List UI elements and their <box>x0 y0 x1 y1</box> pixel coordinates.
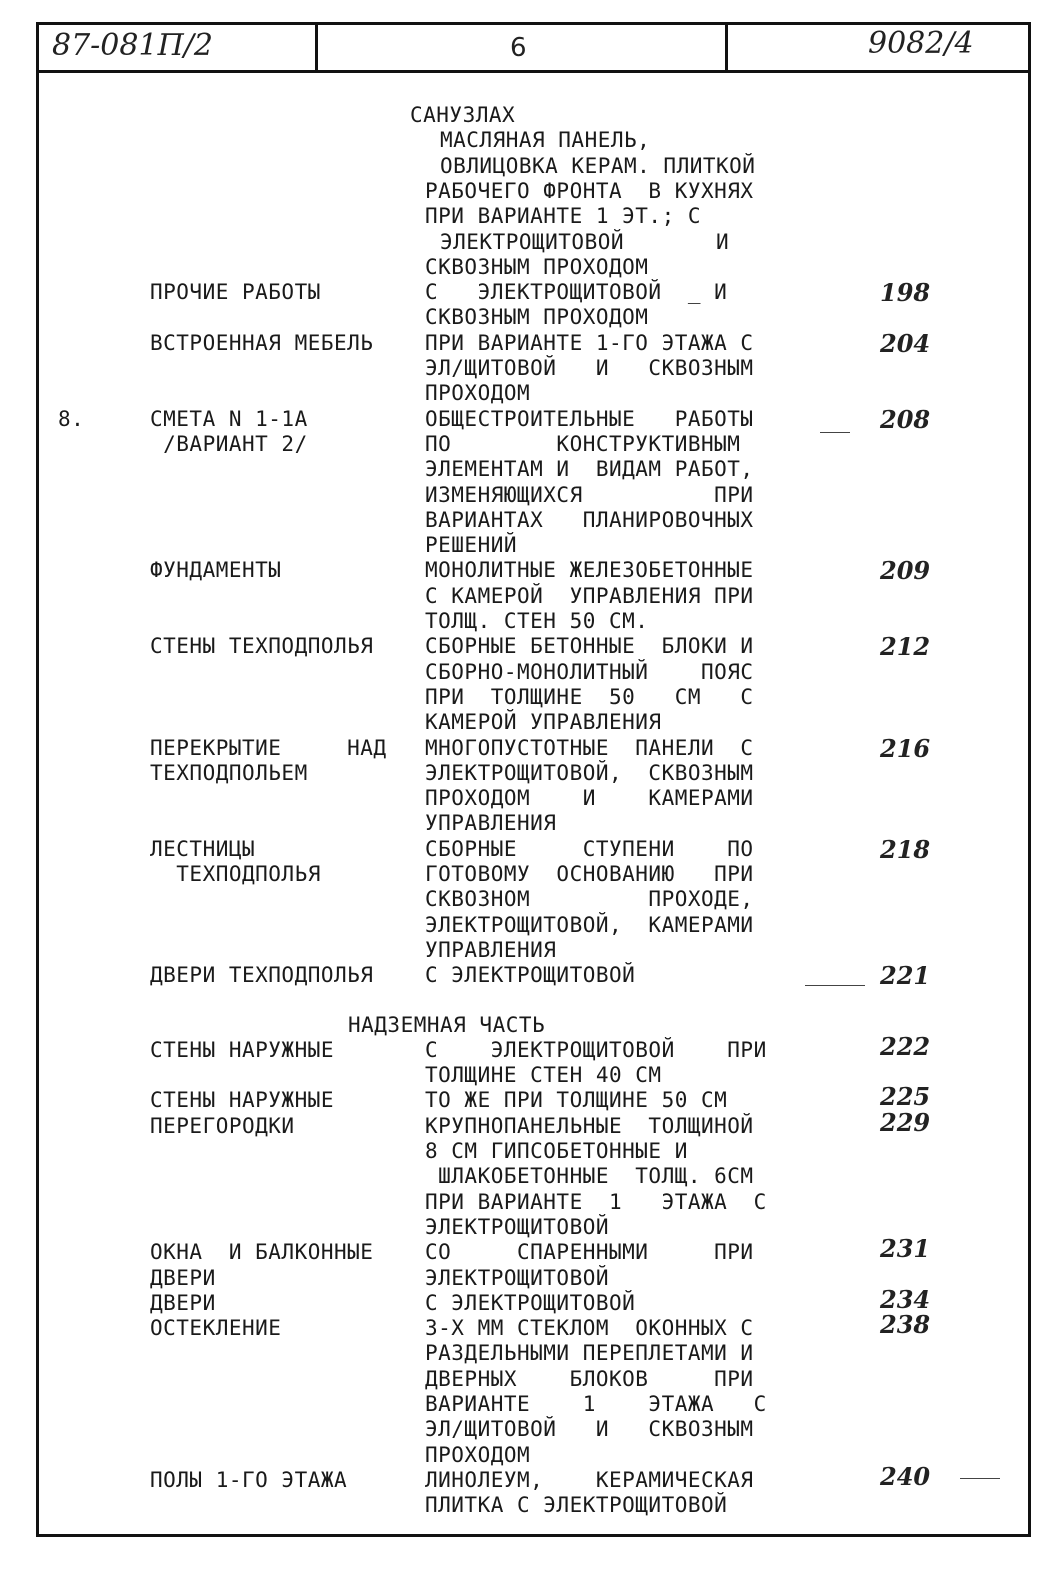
description-line: ЭЛЕКТРОЩИТОВОЙ, КАМЕРАМИ <box>425 912 754 937</box>
description-line: ЛИНОЛЕУМ, КЕРАМИЧЕСКАЯ <box>425 1467 754 1492</box>
description-line: ПРИ ВАРИАНТЕ 1 ЭТАЖА С <box>425 1189 767 1214</box>
header-rule <box>36 70 1031 73</box>
item-name: ОКНА И БАЛКОННЫЕ <box>150 1240 374 1265</box>
item-number: 8. <box>58 406 85 431</box>
page-reference: 218 <box>880 834 931 864</box>
description-line: МНОГОПУСТОТНЫЕ ПАНЕЛИ С <box>425 735 754 760</box>
item-name: ДВЕРИ ТЕХПОДПОЛЬЯ <box>150 963 374 988</box>
description-line: С ЭЛЕКТРОЩИТОВОЙ _ И <box>425 280 728 305</box>
description-line: СБОРНЫЕ БЕТОННЫЕ БЛОКИ И <box>425 634 754 659</box>
item-name: ДВЕРИ <box>150 1290 216 1315</box>
description-line: ТОЛЩ. СТЕН 50 СМ. <box>425 609 649 633</box>
description-line: ШЛАКОБЕТОННЫЕ ТОЛЩ. 6СМ <box>425 1164 754 1189</box>
description-line: ВАРИАНТЕ 1 ЭТАЖА С <box>425 1392 767 1417</box>
page-reference: 238 <box>880 1310 931 1340</box>
description-line: ПРИ ВАРИАНТЕ 1 ЭТ.; С <box>425 204 702 229</box>
description-line: 8 СМ ГИПСОБЕТОННЫЕ И <box>425 1139 688 1164</box>
pencil-dash <box>820 432 850 434</box>
description-line: ИЗМЕНЯЮЩИХСЯ ПРИ <box>425 482 754 507</box>
description-line: С КАМЕРОЙ УПРАВЛЕНИЯ ПРИ <box>425 583 754 608</box>
page-reference: 222 <box>880 1031 931 1061</box>
description-line: КАМЕРОЙ УПРАВЛЕНИЯ <box>425 710 662 735</box>
description-line: ЭЛЕКТРОЩИТОВОЙ <box>425 1265 610 1290</box>
description-line: ТОЛЩИНЕ СТЕН 40 СМ <box>425 1063 662 1088</box>
description-line: ПО КОНСТРУКТИВНЫМ <box>425 431 741 456</box>
description-line: ДВЕРНЫХ БЛОКОВ ПРИ <box>425 1366 754 1391</box>
section-continuation: САНУЗЛАХ <box>410 103 516 127</box>
item-name: ПОЛЫ 1-ГО ЭТАЖА <box>150 1467 348 1492</box>
description-line: ПРИ ТОЛЩИНЕ 50 СМ С <box>425 684 754 709</box>
item-name: ТЕХПОДПОЛЬЯ <box>150 862 321 886</box>
description-line: УПРАВЛЕНИЯ <box>425 811 557 836</box>
description-line: ОВЛИЦОВКА КЕРАМ. ПЛИТКОЙ <box>440 153 756 178</box>
description-line: СКВОЗНЫМ ПРОХОДОМ <box>425 305 649 330</box>
item-name: /ВАРИАНТ 2/ <box>150 431 308 456</box>
description-line: СКВОЗНЫМ ПРОХОДОМ <box>425 254 649 279</box>
description-line: 3-Х ММ СТЕКЛОМ ОКОННЫХ С <box>425 1316 754 1341</box>
description-line: РЕШЕНИЙ <box>425 533 518 558</box>
description-line: ЭЛЕКТРОЩИТОВОЙ <box>425 1214 610 1239</box>
description-line: ЭЛ/ЩИТОВОЙ И СКВОЗНЫМ <box>425 356 754 380</box>
description-line: ЭЛЕКТРОЩИТОВОЙ И <box>440 229 730 254</box>
description-line: ПРОХОДОМ И КАМЕРАМИ <box>425 786 754 811</box>
item-name: ЛЕСТНИЦЫ <box>150 836 256 861</box>
page-reference: 234 <box>880 1284 931 1314</box>
header-page-number: 6 <box>510 33 527 63</box>
description-line: ОБЩЕСТРОИТЕЛЬНЫЕ РАБОТЫ <box>425 406 754 431</box>
header-right-code: 9082/4 <box>868 26 974 61</box>
description-line: ПЛИТКА С ЭЛЕКТРОЩИТОВОЙ <box>425 1493 728 1518</box>
page-reference: 198 <box>880 278 931 308</box>
description-line: ЭЛЕМЕНТАМ И ВИДАМ РАБОТ, <box>425 457 754 482</box>
item-name: ТЕХПОДПОЛЬЕМ <box>150 760 308 785</box>
description-line: С ЭЛЕКТРОЩИТОВОЙ ПРИ <box>425 1037 767 1062</box>
item-name: ФУНДАМЕНТЫ <box>150 558 282 583</box>
section-heading: НАДЗЕМНАЯ ЧАСТЬ <box>348 1012 546 1037</box>
page-reference: 204 <box>880 328 931 358</box>
description-line: СБОРНЫЕ СТУПЕНИ ПО <box>425 836 754 861</box>
description-line: ЭЛ/ЩИТОВОЙ И СКВОЗНЫМ <box>425 1417 754 1442</box>
page-reference: 229 <box>880 1107 931 1137</box>
item-name: ПЕРЕКРЫТИЕ НАД <box>150 735 387 760</box>
pencil-dash <box>960 1478 1000 1480</box>
description-line: ВАРИАНТАХ ПЛАНИРОВОЧНЫХ <box>425 507 754 532</box>
description-line: С ЭЛЕКТРОЩИТОВОЙ <box>425 963 636 988</box>
item-name: ПЕРЕГОРОДКИ <box>150 1113 295 1138</box>
item-name: СМЕТА N 1-1А <box>150 406 308 431</box>
pencil-dash <box>805 985 865 987</box>
description-line: РАЗДЕЛЬНЫМИ ПЕРЕПЛЕТАМИ И <box>425 1341 754 1366</box>
description-line: УПРАВЛЕНИЯ <box>425 937 557 962</box>
item-name: СТЕНЫ ТЕХПОДПОЛЬЯ <box>150 634 374 659</box>
description-line: ПРИ ВАРИАНТЕ 1-ГО ЭТАЖА С <box>425 330 754 355</box>
page-reference: 240 <box>880 1461 931 1491</box>
page-reference: 221 <box>880 961 931 991</box>
header-divider-right <box>725 22 728 72</box>
page-reference: 208 <box>880 404 931 434</box>
item-name: ДВЕРИ <box>150 1265 216 1290</box>
description-line: ТО ЖЕ ПРИ ТОЛЩИНЕ 50 СМ <box>425 1088 728 1113</box>
item-name: СТЕНЫ НАРУЖНЫЕ <box>150 1037 335 1062</box>
description-line: МАСЛЯНАЯ ПАНЕЛЬ, <box>440 128 651 153</box>
item-name: ОСТЕКЛЕНИЕ <box>150 1316 282 1341</box>
description-line: СБОРНО-МОНОЛИТНЫЙ ПОЯС <box>425 659 754 684</box>
description-line: КРУПНОПАНЕЛЬНЫЕ ТОЛЩИНОЙ <box>425 1113 754 1138</box>
description-line: СО СПАРЕННЫМИ ПРИ <box>425 1240 754 1265</box>
page-reference: 209 <box>880 556 931 586</box>
description-line: ЭЛЕКТРОЩИТОВОЙ, СКВОЗНЫМ <box>425 760 754 785</box>
page-reference: 212 <box>880 632 931 662</box>
item-name: СТЕНЫ НАРУЖНЫЕ <box>150 1088 335 1113</box>
description-line: РАБОЧЕГО ФРОНТА В КУХНЯХ <box>425 178 754 203</box>
description-line: ПРОХОДОМ <box>425 1442 531 1467</box>
page-reference: 231 <box>880 1234 931 1264</box>
page-reference: 225 <box>880 1082 931 1112</box>
page-reference: 216 <box>880 733 931 763</box>
description-line: СКВОЗНОМ ПРОХОДЕ, <box>425 887 754 912</box>
description-line: ПРОХОДОМ <box>425 381 531 406</box>
header-left-code: 87-081П/2 <box>52 28 213 63</box>
description-line: ГОТОВОМУ ОСНОВАНИЮ ПРИ <box>425 862 754 886</box>
description-line: С ЭЛЕКТРОЩИТОВОЙ <box>425 1290 636 1315</box>
item-name: ВСТРОЕННАЯ МЕБЕЛЬ <box>150 330 374 355</box>
header-divider-left <box>315 22 318 72</box>
item-name: ПРОЧИЕ РАБОТЫ <box>150 280 321 305</box>
description-line: МОНОЛИТНЫЕ ЖЕЛЕЗОБЕТОННЫЕ <box>425 558 754 583</box>
